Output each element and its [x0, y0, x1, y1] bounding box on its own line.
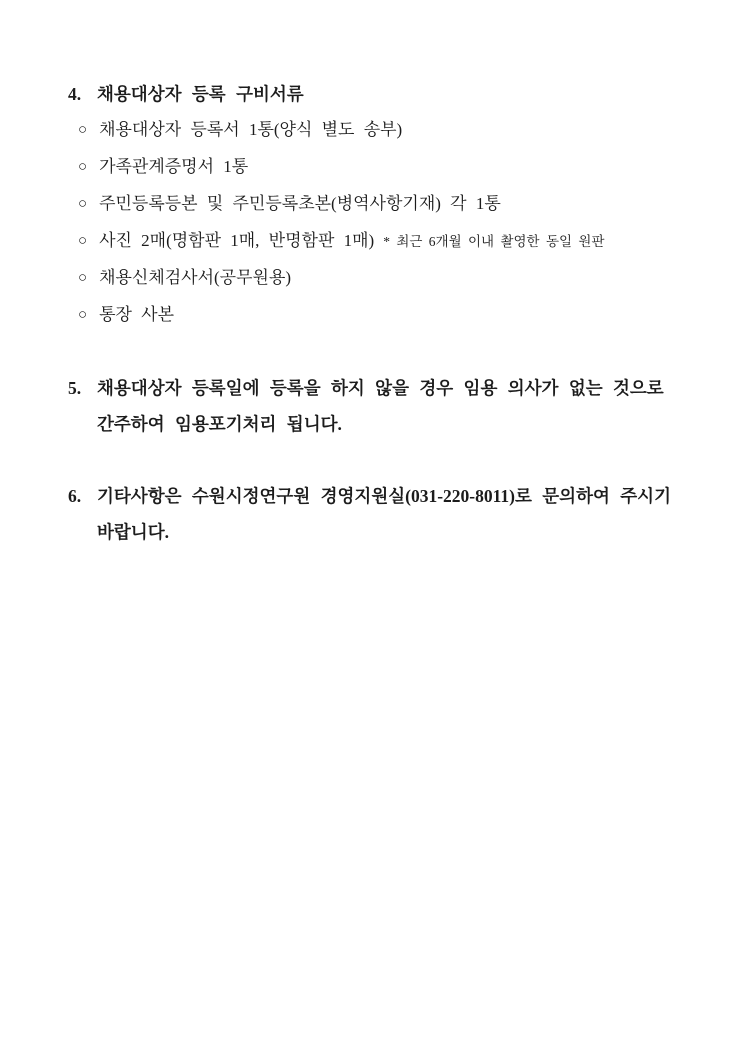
list-item	[68, 223, 720, 260]
section-5-line-1	[68, 370, 720, 406]
circle-bullet-icon: ○	[78, 122, 88, 138]
list-item-text: 사진 2매(명함판 1매, 반명함판 1매)	[99, 231, 375, 250]
circle-bullet-icon: ○	[78, 196, 88, 212]
list-item	[68, 112, 720, 149]
section-registration-deadline	[68, 370, 720, 442]
section-5-text-line-1: 채용대상자 등록일에 등록을 하지 않을 경우 임용 의사가 없는 것으로	[97, 378, 664, 398]
list-item	[68, 149, 720, 186]
list-item-text: 가족관계증명서 1통	[99, 157, 249, 176]
section-6-text-line-1: 기타사항은 수원시정연구원 경영지원실(031-220-8011)로 문의하여 주시기	[97, 486, 671, 506]
section-6-number: 6.	[68, 486, 82, 506]
circle-bullet-icon: ○	[78, 307, 88, 323]
section-4-heading	[68, 76, 720, 112]
list-item	[68, 260, 720, 297]
section-4-number: 4.	[68, 84, 82, 104]
circle-bullet-icon: ○	[78, 270, 88, 286]
circle-bullet-icon: ○	[78, 159, 88, 175]
list-item-text: 통장 사본	[99, 305, 175, 324]
list-item-text: 채용대상자 등록서 1통(양식 별도 송부)	[99, 120, 403, 139]
section-5-text-line-2: 간주하여 임용포기처리 됩니다.	[97, 414, 342, 434]
list-item	[68, 186, 720, 223]
section-required-documents	[68, 76, 720, 334]
list-item-text: 채용신체검사서(공무원용)	[99, 268, 292, 287]
section-6-text-line-2: 바랍니다.	[97, 522, 169, 542]
section-5-number: 5.	[68, 378, 82, 398]
list-item-note: * 최근 6개월 이내 촬영한 동일 원판	[383, 234, 605, 249]
circle-bullet-icon: ○	[78, 233, 88, 249]
required-documents-list	[68, 112, 720, 334]
section-6-line-1	[68, 478, 720, 514]
section-4-title: 채용대상자 등록 구비서류	[97, 84, 304, 104]
list-item	[68, 297, 720, 334]
list-item-text: 주민등록등본 및 주민등록초본(병역사항기재) 각 1통	[99, 194, 501, 213]
section-contact-info	[68, 478, 720, 550]
